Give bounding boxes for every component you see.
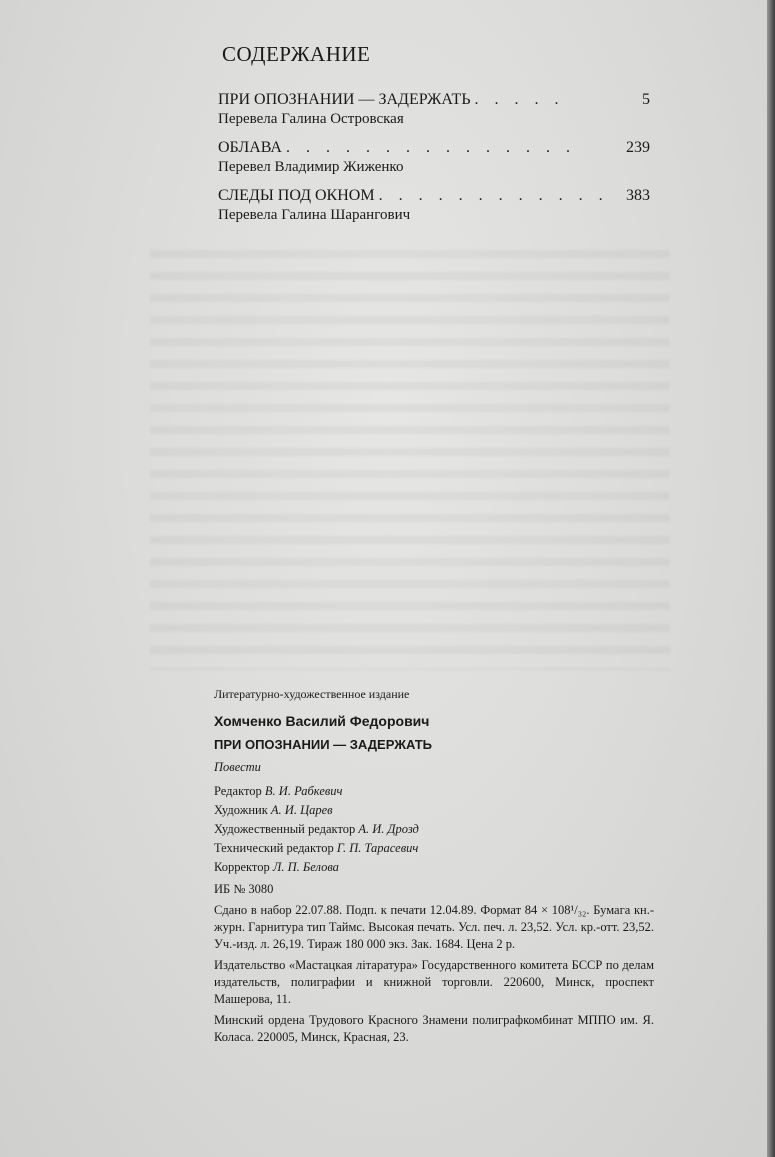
toc-entry-translator: Перевела Галина Шарангович xyxy=(218,207,411,223)
author-name: Хомченко Василий Федорович xyxy=(214,713,430,729)
book-title: ПРИ ОПОЗНАНИИ — ЗАДЕРЖАТЬ xyxy=(214,737,432,752)
toc-entry xyxy=(218,90,650,129)
toc-entry-title: СЛЕДЫ ПОД ОКНОМ xyxy=(218,187,375,204)
staff-row: Технический редактор Г. П. Тарасевич xyxy=(214,841,419,855)
show-through-texture xyxy=(150,250,670,670)
ib-number: ИБ № 3080 xyxy=(214,882,274,896)
toc-leader-dots: . . . . . xyxy=(474,91,565,108)
staff-row: Художественный редактор А. И. Дрозд xyxy=(214,822,419,836)
staff-list xyxy=(214,782,654,877)
toc-entry-translator: Перевела Галина Островская xyxy=(218,111,404,127)
printer-info: Минский ордена Трудового Красного Знамени полиграфкомбинат МППО им. Я. Коласа. 220005, Минск, Красная, 23. xyxy=(214,1013,654,1044)
toc-heading: СОДЕРЖАНИЕ xyxy=(222,42,371,66)
toc-entry xyxy=(218,138,650,177)
toc-leader-dots: . . . . . . . . . . . . xyxy=(378,187,609,204)
edition-kind: Литературно-художественное издание xyxy=(214,687,410,701)
print-details: Сдано в набор 22.07.88. Подп. к печати 12.04.89. Формат 84 × 108¹/₃₂. Бумага кн.-журн. Гарнитура тип Таймс. Высокая печать. Усл. печ. л. 23,52. Усл. кр.-отт. 23,52. Уч.-изд. л. 26,19. Тираж 180 000 экз. Зак. 1684. Цена 2 р. xyxy=(214,903,654,951)
publisher-info: Издательство «Мастацкая літаратура» Государственного комитета БССР по делам издательств, полиграфии и книжной торговли. 220600, Минск, проспект Машерова, 11. xyxy=(214,958,654,1006)
staff-row: Редактор В. И. Рабкевич xyxy=(214,784,343,798)
staff-row: Корректор Л. П. Белова xyxy=(214,860,339,874)
toc-entry-page: 5 xyxy=(642,91,650,108)
toc-entry-page: 383 xyxy=(626,187,650,204)
toc-entry-page: 239 xyxy=(626,139,650,156)
page-edge-shadow xyxy=(767,0,775,1157)
imprint-block xyxy=(214,686,654,1046)
staff-row: Художник А. И. Царев xyxy=(214,803,333,817)
toc-leader-dots: . . . . . . . . . . . . . . . xyxy=(285,139,576,156)
toc-entry-title: ОБЛАВА xyxy=(218,139,282,156)
toc-entry xyxy=(218,186,650,225)
toc-entry-translator: Перевел Владимир Жиженко xyxy=(218,159,404,175)
toc-entry-title: ПРИ ОПОЗНАНИИ — ЗАДЕРЖАТЬ xyxy=(218,91,471,108)
genre-label: Повести xyxy=(214,760,261,774)
